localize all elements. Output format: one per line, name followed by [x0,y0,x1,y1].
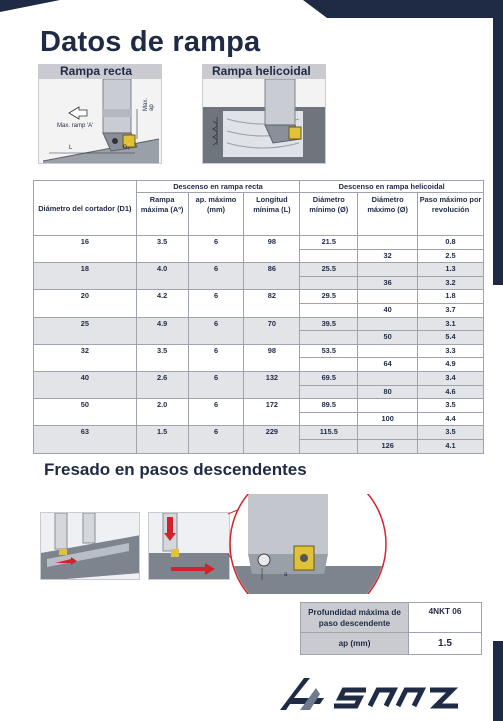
pitch-cell: 3.7 [418,303,484,317]
max-ramp-cell: 4.2 [136,290,188,317]
empty-cell [300,331,358,345]
step-down-photo-1 [40,512,140,580]
edge-stripe-right-top [493,0,503,285]
pitch-cell: 4.1 [418,439,484,453]
sanz-logo [280,676,470,712]
table-row [34,344,484,358]
straight-ramp-label: Rampa recta [38,64,162,78]
min-diameter-cell: 53.5 [300,344,358,358]
max-step-depth-label: Profundidad máxima de paso descendente [301,603,409,633]
header-cutter-diameter: Diámetro del cortador (D1) [34,181,137,236]
min-length-cell: 98 [244,344,300,371]
ap-label: ap (mm) [301,633,409,655]
insert-code: 4NKT 06 [409,603,482,633]
max-ap-cell: 6 [188,371,244,398]
empty-cell [300,385,358,399]
pitch-cell: 3.2 [418,276,484,290]
cutter-diameter-cell: 50 [34,399,137,426]
empty-cell [358,399,418,413]
empty-cell [358,344,418,358]
max-ap-cell: 6 [188,426,244,453]
max-diameter-cell: 64 [358,358,418,372]
header-straight-ramp: Descenso en rampa recta [136,181,300,193]
pitch-cell: 5.4 [418,331,484,345]
max-ramp-cell: 2.6 [136,371,188,398]
corner-decoration-top-left [0,0,60,12]
step-down-photo-2 [148,512,230,580]
cutter-diameter-cell: 63 [34,426,137,453]
cutter-diameter-cell: 32 [34,344,137,371]
max-ramp-cell: 3.5 [136,344,188,371]
table-row [34,290,484,304]
page-title: Datos de rampa [40,26,261,58]
helical-ramp-label: Rampa helicoidal [202,64,326,78]
empty-cell [300,439,358,453]
ap-zoom-label: a [284,572,288,578]
step-down-depth-table [300,602,482,655]
empty-cell [358,371,418,385]
pitch-cell: 0.8 [418,236,484,250]
header-min-length: Longitud mínima (L) [244,193,300,236]
pitch-cell: 1.8 [418,290,484,304]
pitch-cell: 3.4 [418,371,484,385]
header-helical-ramp: Descenso en rampa helicoidal [300,181,484,193]
max-ap-cell: 6 [188,317,244,344]
empty-cell [300,276,358,290]
min-diameter-cell: 115.5 [300,426,358,440]
helical-ramp-illustration [203,79,326,164]
pitch-cell: 4.4 [418,412,484,426]
max-ramp-cell: 3.5 [136,236,188,263]
max-ap-annotation: Max. ap [143,97,155,111]
empty-cell [358,317,418,331]
helical-ramp-diagram [202,78,326,164]
min-length-cell: 132 [244,371,300,398]
max-ramp-cell: 1.5 [136,426,188,453]
max-diameter-cell: 50 [358,331,418,345]
max-diameter-cell: 100 [358,412,418,426]
min-length-cell: 229 [244,426,300,453]
max-diameter-cell: 36 [358,276,418,290]
header-max-ramp: Rampa máxima (Aº) [136,193,188,236]
pitch-cell: 3.5 [418,399,484,413]
min-length-cell: 82 [244,290,300,317]
table-row [34,371,484,385]
table-row [34,426,484,440]
empty-cell [300,249,358,263]
cutter-diameter-cell: 18 [34,263,137,290]
max-ap-cell: 6 [188,236,244,263]
max-diameter-cell: 80 [358,385,418,399]
pitch-cell: 1.3 [418,263,484,277]
max-ap-cell: 6 [188,344,244,371]
max-ramp-cell: 4.9 [136,317,188,344]
max-ramp-annotation: Max. ramp 'A' [57,123,94,129]
pitch-cell: 3.1 [418,317,484,331]
max-ap-cell: 6 [188,263,244,290]
max-diameter-cell: 126 [358,439,418,453]
ramp-table-body [34,236,484,454]
min-length-cell: 70 [244,317,300,344]
section-title-step-down: Fresado en pasos descendentes [44,460,307,479]
min-length-cell: 172 [244,399,300,426]
step-down-illustration-2 [149,513,230,580]
empty-cell [300,412,358,426]
straight-ramp-diagram [38,78,162,164]
ap-value: 1.5 [409,633,482,655]
empty-cell [358,236,418,250]
pitch-cell: 2.5 [418,249,484,263]
header-max-ap: ap. máximo (mm) [188,193,244,236]
table-row [34,236,484,250]
min-diameter-cell: 39.5 [300,317,358,331]
step-down-illustration-1 [41,513,140,580]
max-diameter-cell: 32 [358,249,418,263]
min-diameter-cell: 21.5 [300,236,358,250]
ramp-data-table [33,180,484,454]
max-ap-cell: 6 [188,290,244,317]
min-diameter-cell: 69.5 [300,371,358,385]
corner-decoration-top-right [303,0,503,18]
empty-cell [300,358,358,372]
header-max-pitch: Paso máximo por revolución [418,193,484,236]
min-diameter-cell: 25.5 [300,263,358,277]
straight-ramp-illustration [39,79,162,164]
length-annotation: L [69,145,73,151]
cutter-diameter-cell: 20 [34,290,137,317]
header-min-diameter: Diámetro mínimo (Ø) [300,193,358,236]
min-length-cell: 98 [244,236,300,263]
empty-cell [358,290,418,304]
empty-cell [358,426,418,440]
header-max-diameter: Diámetro máximo (Ø) [358,193,418,236]
edge-stripe-right-bottom [493,641,503,721]
empty-cell [358,263,418,277]
pitch-cell: 3.5 [418,426,484,440]
min-diameter-cell: 89.5 [300,399,358,413]
insert-zoom-detail [228,494,503,594]
cutter-diameter-cell: 16 [34,236,137,263]
cutter-diameter-cell: 25 [34,317,137,344]
table-row [34,263,484,277]
empty-cell [300,303,358,317]
max-ap-cell: 6 [188,399,244,426]
insert-zoom-illustration [228,494,503,594]
sanz-logo-mark [280,676,470,712]
min-diameter-cell: 29.5 [300,290,358,304]
max-diameter-cell: 40 [358,303,418,317]
min-length-cell: 86 [244,263,300,290]
table-row [34,317,484,331]
pitch-cell: 4.9 [418,358,484,372]
cutter-diameter-cell: 40 [34,371,137,398]
pitch-cell: 4.6 [418,385,484,399]
max-ramp-cell: 4.0 [136,263,188,290]
table-row [34,399,484,413]
max-ramp-cell: 2.0 [136,399,188,426]
pitch-cell: 3.3 [418,344,484,358]
d1-annotation: D₁ [123,145,130,151]
